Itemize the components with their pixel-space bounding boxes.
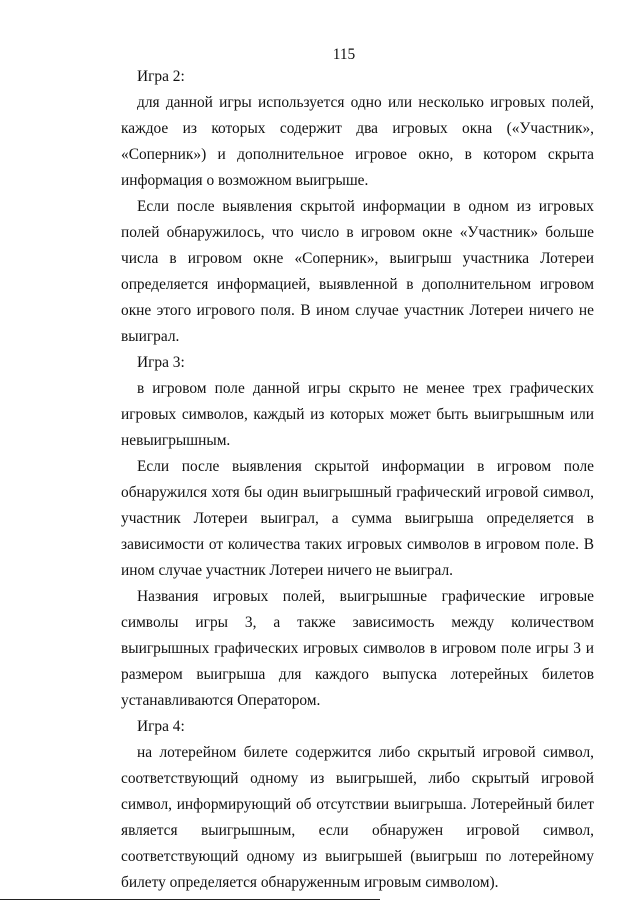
game-3-operator-note: Названия игровых полей, выигрышные графические игровые символы игры 3, а также зависимость между количеством выигрышных графических игровых символов в игровом поле игры 3 и размером выигрыша для каждого выпуска лотерейных билетов устанавливаются Оператором. [121,588,594,709]
game-3-description: в игровом поле данной игры скрыто не менее трех графических игровых символов, каждый из которых может быть выигрышным или невыигрышным. [121,380,594,449]
game-3-rule: Если после выявления скрытой информации в игровом поле обнаружился хотя бы один выигрышный графический игровой символ, участник Лотереи выиграл, а сумма выигрыша определяется в зависимости от количества таких игровых символов в игровом поле. В ином случае участник Лотереи ничего не выиграл. [121,458,594,579]
document-body [121,64,594,896]
game-3-heading: Игра 3: [137,354,185,371]
page-number: 115 [332,46,356,63]
game-4-heading: Игра 4: [137,718,185,735]
game-2-description: для данной игры используется одно или несколько игровых полей, каждое из которых содержит два игровых окна («Участник», «Соперник») и дополнительное игровое окно, в котором скрыта информация о возможном выигрыше. [121,94,594,189]
game-2-rule: Если после выявления скрытой информации в одном из игровых полей обнаружилось, что число в игровом окне «Участник» больше числа в игровом окне «Соперник», выигрыш участника Лотереи определяется информацией, выявленной в дополнительном игровом окне этого игрового поля. В ином случае участник Лотереи ничего не выиграл. [121,198,594,345]
game-4-description: на лотерейном билете содержится либо скрытый игровой символ, соответствующий одному из выигрышей, либо скрытый игровой символ, информирующий об отсутствии выигрыша. Лотерейный билет является выигрышным, если обнаружен игровой символ, соответствующий одному из выигрышей (выигрыш по лотерейному билету определяется обнаруженным игровым символом). [121,744,594,891]
bottom-scan-edge [0,899,380,900]
game-2-heading: Игра 2: [137,68,185,85]
